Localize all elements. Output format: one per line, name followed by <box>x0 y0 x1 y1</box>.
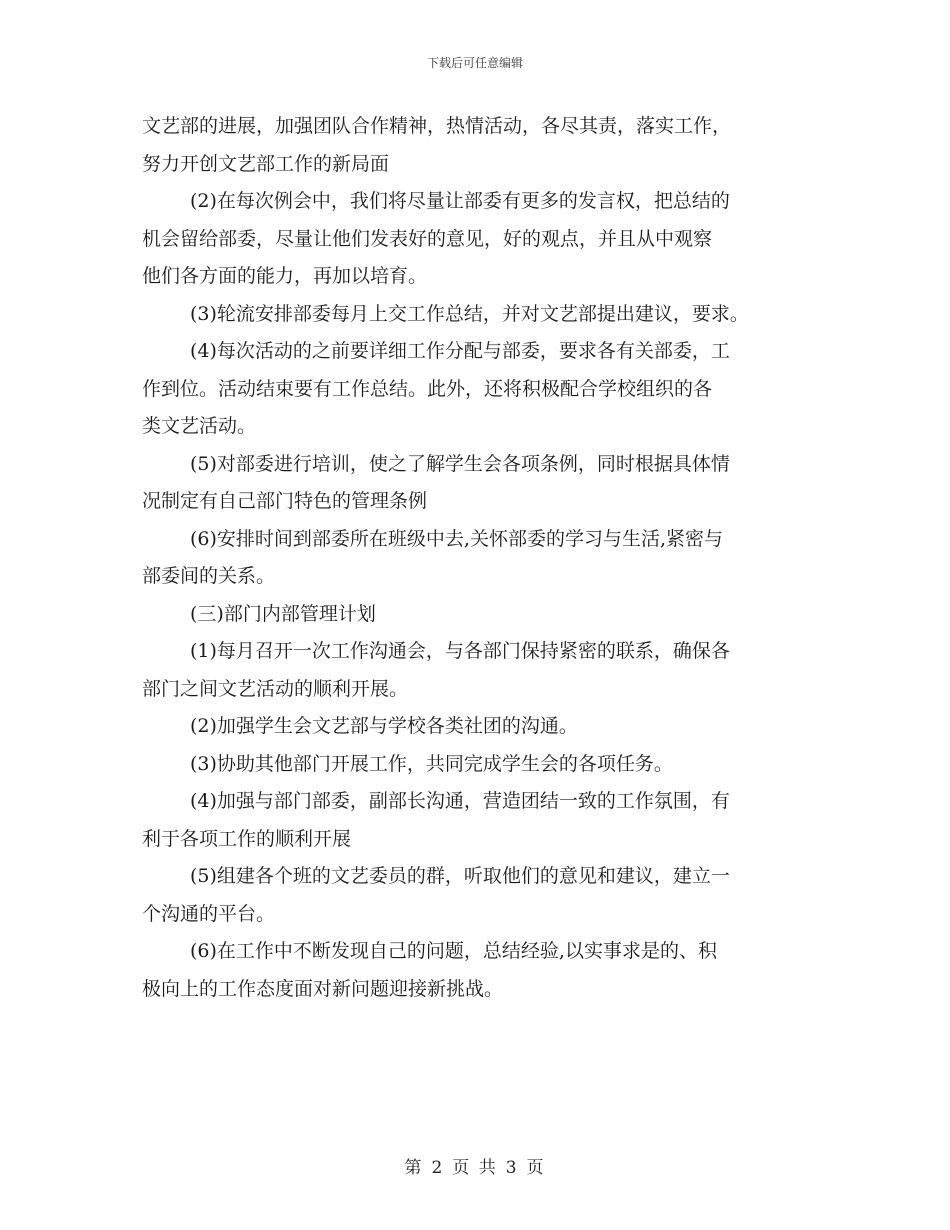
text-line: 文艺部的进展，加强团队合作精神，热情活动，各尽其责，落实工作， <box>142 115 732 137</box>
footer-middle: 页 共 <box>452 1158 498 1178</box>
text-line: 个沟通的平台。 <box>142 902 276 925</box>
text-line: (3)轮流安排部委每月上交工作总结，并对文艺部提出建议，要求。 <box>190 302 749 325</box>
footer-total-pages: 3 <box>505 1158 519 1178</box>
footer-suffix: 页 <box>526 1158 546 1178</box>
text-line: (4)加强与部门部委，副部长沟通，营造团结一致的工作氛围，有 <box>190 790 730 812</box>
text-line: 他们各方面的能力，再加以培育。 <box>142 265 428 287</box>
text-line: 部门之间文艺活动的顺利开展。 <box>142 677 409 700</box>
text-line: (2)加强学生会文艺部与学校各类社团的沟通。 <box>190 715 578 737</box>
text-line: 类文艺活动。 <box>142 415 257 437</box>
text-line: (3)协助其他部门开展工作，共同完成学生会的各项任务。 <box>190 752 673 775</box>
text-line: (2)在每次例会中，我们将尽量让部委有更多的发言权，把总结的 <box>190 190 730 212</box>
page-header: 下载后可任意编辑 <box>426 56 523 70</box>
text-line: 努力开创文艺部工作的新局面 <box>142 152 390 175</box>
text-line: 况制定有自己部门特色的管理条例 <box>142 490 428 512</box>
text-line: 利于各项工作的顺利开展 <box>142 827 352 850</box>
text-line: (6)安排时间到部委所在班级中去,关怀部委的学习与生活,紧密与 <box>190 527 723 550</box>
text-line: (5)对部委进行培训，使之了解学生会各项条例，同时根据具体情 <box>190 452 730 475</box>
text-line: (1)每月召开一次工作沟通会，与各部门保持紧密的联系，确保各 <box>190 640 730 662</box>
text-line: (三)部门内部管理计划 <box>190 602 376 625</box>
text-line: 极向上的工作态度面对新问题迎接新挑战。 <box>142 977 504 1000</box>
footer-page-number: 2 <box>431 1158 445 1178</box>
text-line: 作到位。活动结束要有工作总结。此外，还将积极配合学校组织的各 <box>142 377 713 400</box>
text-line: (5)组建各个班的文艺委员的群，听取他们的意见和建议，建立一 <box>190 865 730 887</box>
text-line: (4)每次活动的之前要详细工作分配与部委，要求各有关部委，工 <box>190 340 730 362</box>
text-line: 部委间的关系。 <box>142 565 276 587</box>
page-footer <box>0 1153 950 1178</box>
text-line: 机会留给部委，尽量让他们发表好的意见，好的观点，并且从中观察 <box>142 227 713 250</box>
text-line: (6)在工作中不断发现自己的问题，总结经验,以实事求是的、积 <box>190 940 717 962</box>
document-body <box>142 108 822 1008</box>
footer-prefix: 第 <box>404 1158 424 1178</box>
